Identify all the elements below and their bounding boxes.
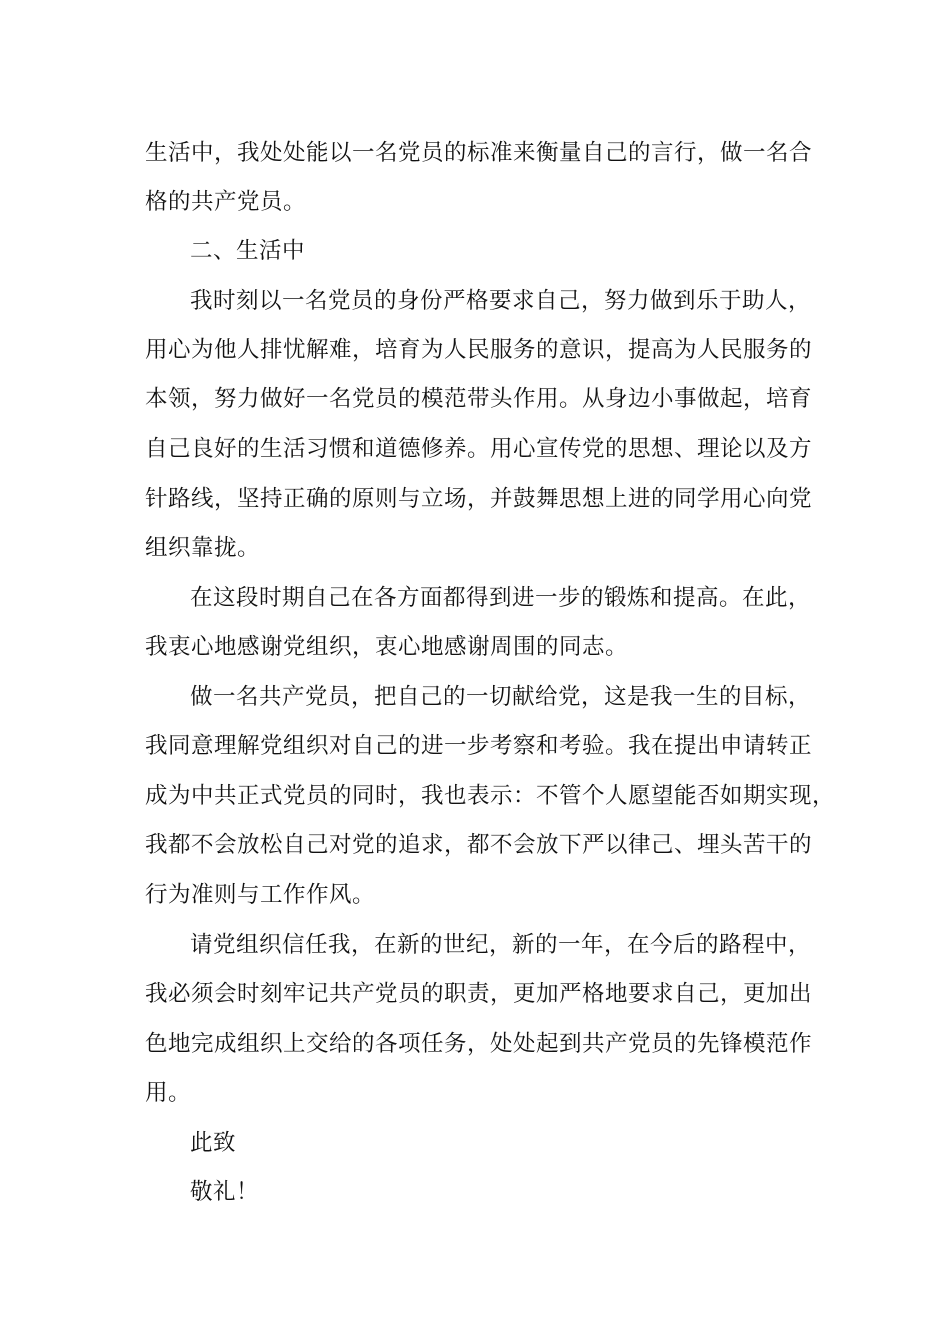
body-text-line: 在这段时期自己在各方面都得到进一步的锻炼和提高。在此， xyxy=(190,585,812,611)
body-text-line: 生活中，我处处能以一名党员的标准来衡量自己的言行，做一名合 xyxy=(145,140,813,166)
body-text-line: 我衷心地感谢党组织，衷心地感谢周围的同志。 xyxy=(145,634,629,660)
body-text-line: 自己良好的生活习惯和道德修养。用心宣传党的思想、理论以及方 xyxy=(145,436,813,462)
body-text-line: 针路线，坚持正确的原则与立场，并鼓舞思想上进的同学用心向党 xyxy=(145,486,813,512)
body-text-line: 本领，努力做好一名党员的模范带头作用。从身边小事做起，培育 xyxy=(145,386,813,412)
body-text-line: 做一名共产党员，把自己的一切献给党，这是我一生的目标， xyxy=(190,684,812,710)
body-text-line: 我必须会时刻牢记共产党员的职责，更加严格地要求自己，更加出 xyxy=(145,981,813,1007)
closing-regards: 敬礼！ xyxy=(190,1179,260,1205)
body-text-line: 用心为他人排忧解难，培育为人民服务的意识，提高为人民服务的 xyxy=(145,337,813,363)
body-text-line: 格的共产党员。 xyxy=(145,189,307,215)
body-text-line: 色地完成组织上交给的各项任务，处处起到共产党员的先锋模范作 xyxy=(145,1031,813,1057)
body-text-line: 我同意理解党组织对自己的进一步考察和考验。我在提出申请转正 xyxy=(145,733,813,759)
body-text-line: 我都不会放松自己对党的追求，都不会放下严以律己、埋头苦干的 xyxy=(145,832,813,858)
section-heading: 二、生活中 xyxy=(190,238,306,264)
body-text-line: 行为准则与工作作风。 xyxy=(145,882,376,908)
closing-salutation: 此致 xyxy=(190,1130,237,1156)
body-text-line: 组织靠拢。 xyxy=(145,535,261,561)
body-text-line: 成为中共正式党员的同时，我也表示：不管个人愿望能否如期实现， xyxy=(145,783,836,809)
body-text-line: 用。 xyxy=(145,1080,192,1106)
body-text-line: 请党组织信任我，在新的世纪，新的一年，在今后的路程中， xyxy=(190,932,812,958)
body-text-line: 我时刻以一名党员的身份严格要求自己，努力做到乐于助人， xyxy=(190,288,812,314)
